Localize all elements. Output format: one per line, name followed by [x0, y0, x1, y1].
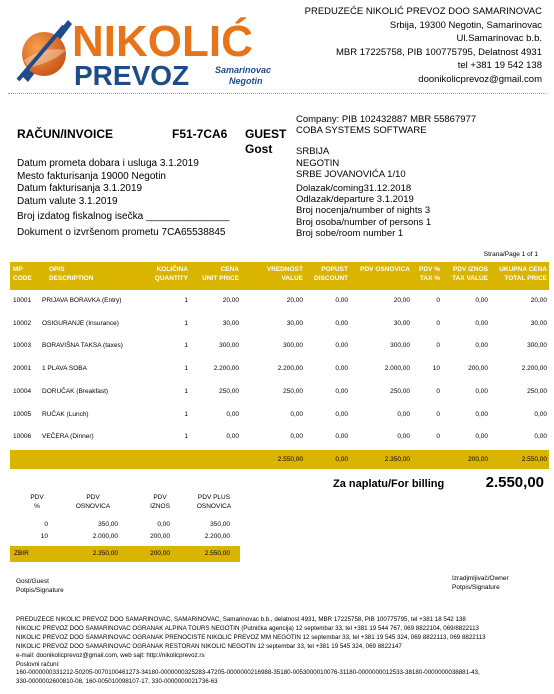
- cell-code: 10006: [13, 433, 32, 441]
- vat-total-amount: 200,00: [150, 550, 170, 557]
- cell-pdvbase: 20,00: [393, 297, 410, 304]
- company-phone: tel +381 19 542 138: [457, 60, 542, 71]
- client-details: [296, 114, 476, 239]
- cell-desc: BORAVIŠNA TAKSA (taxes): [42, 342, 123, 350]
- invoice-detail-line: Broj izdatog fiskalnog isečka _______________: [17, 211, 230, 222]
- col-pdvpct-header: PDV % TAX %: [419, 266, 440, 282]
- vat-pdv: 10: [40, 533, 48, 540]
- cell-desc: 1 PLAVA SOBA: [42, 365, 87, 373]
- invoice-detail-line: Dokument o izvršenom prometu 7CA65538845: [17, 226, 226, 238]
- vat-plus: 350,00: [210, 521, 230, 528]
- guest-label-sr: Gost: [245, 142, 273, 156]
- cell-pdvpct: 0: [436, 433, 440, 441]
- cell-pdvpct: 0: [436, 342, 440, 350]
- table-row: [10, 426, 549, 448]
- payable-label: Za naplatu/For billing: [333, 478, 445, 490]
- cell-price: 2.200,00: [213, 365, 239, 373]
- vat-total-row: [10, 546, 240, 562]
- footer-line: Poslovni računi:: [16, 660, 60, 668]
- cell-code: 10001: [13, 297, 32, 304]
- cell-qty: 1: [184, 365, 188, 373]
- guest-signature-label: Gost/Guest: [16, 578, 49, 585]
- cell-desc: VEČERA (Dinner): [42, 433, 94, 441]
- vat-amount: 200,00: [150, 533, 170, 540]
- col-desc-header: OPIS DESCRIPTION: [49, 266, 94, 282]
- vat-amount: 0,00: [157, 521, 170, 528]
- cell-qty: 1: [184, 297, 188, 304]
- cell-pdvbase: 0,00: [397, 433, 410, 441]
- vat-pdv: 0: [44, 521, 48, 528]
- company-city: Srbija, 19300 Negotin, Samarinovac: [389, 19, 542, 31]
- vat-col-base-header: PDV OSNOVICA: [75, 494, 111, 510]
- col-pdvbase-header: PDV OSNOVICA: [360, 266, 410, 273]
- company-email: doonikolicprevoz@gmail.com: [418, 73, 542, 85]
- table-row: [10, 358, 549, 380]
- cell-discount: 0,00: [335, 410, 348, 418]
- client-pib: Company: PIB 102432887 MBR 55867977: [296, 114, 477, 125]
- cell-total: 300,00: [527, 342, 547, 350]
- col-value-header: VREDNOST VALUE: [266, 266, 303, 282]
- cell-pdvpct: 0: [436, 297, 440, 304]
- invoice-detail-line: Mesto fakturisanja 19000 Negotin: [17, 170, 166, 182]
- table-header: [10, 262, 549, 290]
- guest-signature-block: [16, 577, 64, 595]
- invoice-details: [17, 158, 229, 239]
- issuer-signature-block: [452, 574, 509, 592]
- cell-value: 0,00: [290, 433, 303, 441]
- cell-pdvbase: 0,00: [397, 410, 410, 418]
- vat-total-base: 2.350,00: [92, 550, 118, 557]
- col-discount-header: POPUST DISCOUNT: [314, 266, 348, 282]
- company-ids: MBR 17225758, PIB 100775795, Delatnost 4931: [336, 46, 542, 58]
- cell-price: 0,00: [226, 410, 239, 418]
- client-country: SRBIJA: [296, 146, 330, 158]
- total-discount: 0,00: [335, 456, 348, 463]
- col-pdvamt-header: PDV IZNOS TAX VALUE: [452, 266, 488, 282]
- vat-total-label: ZBIR: [14, 550, 29, 557]
- logo-place-line1: Samarinovac: [215, 65, 272, 75]
- page-counter: Strana/Page 1 of 1: [483, 251, 538, 258]
- cell-value: 2.200,00: [277, 365, 303, 373]
- footer-line: PREDUZEĆE NIKOLIĆ PREVOZ DOO SAMARINOVAC, SAMARINOVAC, Samarinovac b.b., delatnost 4931, MBR 17225758, PIB 100775795, tel +381 18 542 138: [16, 616, 466, 623]
- vat-base: 2.000,00: [92, 533, 118, 540]
- cell-total: 0,00: [534, 410, 547, 418]
- cell-value: 250,00: [283, 387, 303, 395]
- table-row: [10, 335, 549, 357]
- cell-code: 10002: [13, 319, 32, 327]
- cell-pdvbase: 250,00: [390, 387, 410, 395]
- cell-value: 20,00: [286, 297, 303, 304]
- invoice-title: RAČUN/INVOICE: [17, 127, 114, 141]
- footer-line: 330-0000002600810-08, 160-005010098107-17, 330-0000000021736-63: [16, 678, 218, 686]
- cell-discount: 0,00: [335, 387, 348, 395]
- cell-qty: 1: [184, 342, 188, 350]
- cell-code: 10003: [13, 342, 32, 350]
- table-row: [10, 290, 549, 312]
- logo-brand-line1: NIKOLIĆ: [72, 17, 253, 66]
- stay-nights: Broj nocenja/number of nights 3: [296, 205, 431, 217]
- stay-arrival: Dolazak/coming31.12.2018: [296, 183, 412, 195]
- invoice-detail-line: Datum prometa dobara i usluga 3.1.2019: [17, 158, 199, 169]
- cell-total: 2.200,00: [521, 365, 547, 373]
- cell-total: 30,00: [530, 319, 547, 327]
- cell-price: 30,00: [222, 319, 239, 327]
- cell-pdvamt: 0,00: [475, 387, 488, 395]
- logo-brand-line2: PREVOZ: [74, 60, 190, 91]
- guest-signature-line: Potpis/Signature: [16, 587, 64, 594]
- cell-discount: 0,00: [335, 319, 348, 327]
- cell-pdvbase: 2.000,00: [384, 365, 410, 373]
- vat-col-pdv-header: PDV %: [30, 494, 44, 510]
- cell-pdvbase: 30,00: [393, 319, 410, 327]
- cell-discount: 0,00: [335, 365, 348, 373]
- vat-summary: [10, 494, 240, 564]
- cell-price: 20,00: [222, 297, 239, 304]
- guest-label: [245, 127, 286, 157]
- cell-total: 250,00: [527, 387, 547, 395]
- footer-line: 160-0000000331212-50205-0070100461273-34180-0000000325283-47205-0000000216988-35180-0053000010076-31180-0000000012533-38180-0000000038881-43,: [16, 669, 480, 677]
- cell-qty: 1: [184, 433, 188, 441]
- logo-place-line2: Negotin: [229, 76, 263, 86]
- cell-value: 0,00: [290, 410, 303, 418]
- cell-pdvamt: 0,00: [475, 410, 488, 418]
- cell-pdvpct: 0: [436, 319, 440, 327]
- total-pdvamt: 200,00: [468, 456, 488, 463]
- issuer-signature-label: Izradjmljivač/Owner: [452, 575, 509, 582]
- total-value: 2.550,00: [277, 456, 303, 463]
- cell-value: 300,00: [283, 342, 303, 350]
- cell-pdvamt: 200,00: [468, 365, 488, 373]
- cell-price: 0,00: [226, 433, 239, 441]
- footer-legal: [16, 616, 546, 687]
- table-row: [10, 313, 549, 335]
- cell-desc: DORUČAK (Breakfast): [42, 387, 109, 395]
- total-pdvbase: 2.350,00: [384, 456, 410, 463]
- invoice-detail-line: Datum fakturisanja 3.1.2019: [17, 183, 143, 194]
- vat-base: 350,00: [98, 521, 118, 528]
- stay-departure: Odlazak/departure 3.1.2019: [296, 194, 414, 206]
- company-logo: [14, 14, 284, 94]
- vat-plus: 2.200,00: [204, 533, 230, 540]
- cell-pdvpct: 0: [436, 410, 440, 418]
- invoice-number: F51-7CA6: [172, 127, 228, 141]
- stay-persons: Broj osoba/number of persons 1: [296, 216, 432, 228]
- cell-desc: RUČAK (Lunch): [42, 410, 89, 418]
- total-price: 2.550,00: [521, 456, 547, 463]
- cell-desc: OSIGURANJE (Insurance): [42, 319, 119, 327]
- cell-pdvamt: 0,00: [475, 297, 488, 304]
- footer-line: NIKOLIĆ PREVOZ DOO SAMARINOVAC OGRANAK PRENOĆIŠTE NIKOLIĆ PREVOZ MM NEGOTIN 12 septembar 33, tel +381 19 545 324, 069 8822113, 069 8822113: [16, 633, 486, 641]
- vat-col-amount-header: PDV IZNOS: [150, 494, 170, 510]
- cell-pdvamt: 0,00: [475, 319, 488, 327]
- payable-amount: 2.550,00: [485, 474, 544, 491]
- client-street: SRBE JOVANOVIĆA 1/10: [296, 168, 406, 180]
- issuer-signature-line: Potpis/Signature: [452, 584, 500, 591]
- vat-total-plus: 2.550,00: [204, 550, 230, 557]
- cell-pdvbase: 300,00: [390, 342, 410, 350]
- cell-discount: 0,00: [335, 342, 348, 350]
- col-total-header: UKUPNA CENA TOTAL PRICE: [499, 266, 547, 282]
- company-street: Ul.Samarinovac b.b.: [456, 33, 542, 44]
- table-row: [10, 404, 549, 426]
- guest-label-en: GUEST: [245, 127, 287, 141]
- globe-icon: [14, 16, 74, 94]
- cell-code: 10004: [13, 387, 32, 395]
- col-qty-header: KOLIČINA QUANTITY: [154, 266, 188, 282]
- cell-price: 300,00: [219, 342, 239, 350]
- cell-discount: 0,00: [335, 433, 348, 441]
- cell-desc: PRIJAVA BORAVKA (Entry): [42, 297, 122, 304]
- cell-qty: 1: [184, 387, 188, 395]
- table-totals-row: [10, 450, 549, 469]
- client-name: COBA SYSTEMS SOFTWARE: [296, 125, 427, 137]
- cell-total: 20,00: [530, 297, 547, 304]
- table-row: [10, 381, 549, 403]
- cell-value: 30,00: [286, 319, 303, 327]
- items-table: [10, 262, 549, 472]
- cell-pdvpct: 10: [432, 365, 440, 373]
- invoice-detail-line: Datum valute 3.1.2019: [17, 195, 118, 207]
- col-price-header: CENA UNIT PRICE: [202, 266, 239, 282]
- cell-pdvamt: 0,00: [475, 433, 488, 441]
- company-name: PREDUZEĆE NIKOLIĆ PREVOZ DOO SAMARINOVAC: [304, 6, 542, 17]
- client-city: NEGOTIN: [296, 157, 340, 169]
- vat-col-plus-header: PDV PLUS OSNOVICA: [196, 494, 232, 510]
- cell-price: 250,00: [219, 387, 239, 395]
- cell-qty: 1: [184, 410, 188, 418]
- col-code-header: MP CODE: [13, 266, 32, 282]
- company-info: [305, 5, 542, 86]
- cell-code: 10005: [13, 410, 32, 418]
- cell-code: 20001: [13, 365, 32, 373]
- cell-discount: 0,00: [335, 297, 348, 304]
- cell-qty: 1: [184, 319, 188, 327]
- cell-pdvamt: 0,00: [475, 342, 488, 350]
- footer-line: e-mail: doonikolicprevoz@gmail.com, web sajt: http://nikolicprevoz.rs: [16, 651, 205, 659]
- cell-total: 0,00: [534, 433, 547, 441]
- footer-line: NIKOLIĆ PREVOZ DOO SAMARINOVAC OGRANAK RESTORAN NIKOLIĆ NEGOTIN 12 septembar 33, tel +381 19 545 324, 069 8822147: [16, 642, 402, 650]
- footer-line: NIKOLIĆ PREVOZ DOO SAMARINOVAC OGRANAK ALPINA TOURS NEGOTIN (Putnička agencija) 12 septembar 33, tel +381 19 544 767, 069 8822104, 069/8822113: [16, 624, 479, 632]
- cell-pdvpct: 0: [436, 387, 440, 395]
- stay-room: Broj sobe/room number 1: [296, 227, 404, 239]
- header-divider: [8, 93, 546, 94]
